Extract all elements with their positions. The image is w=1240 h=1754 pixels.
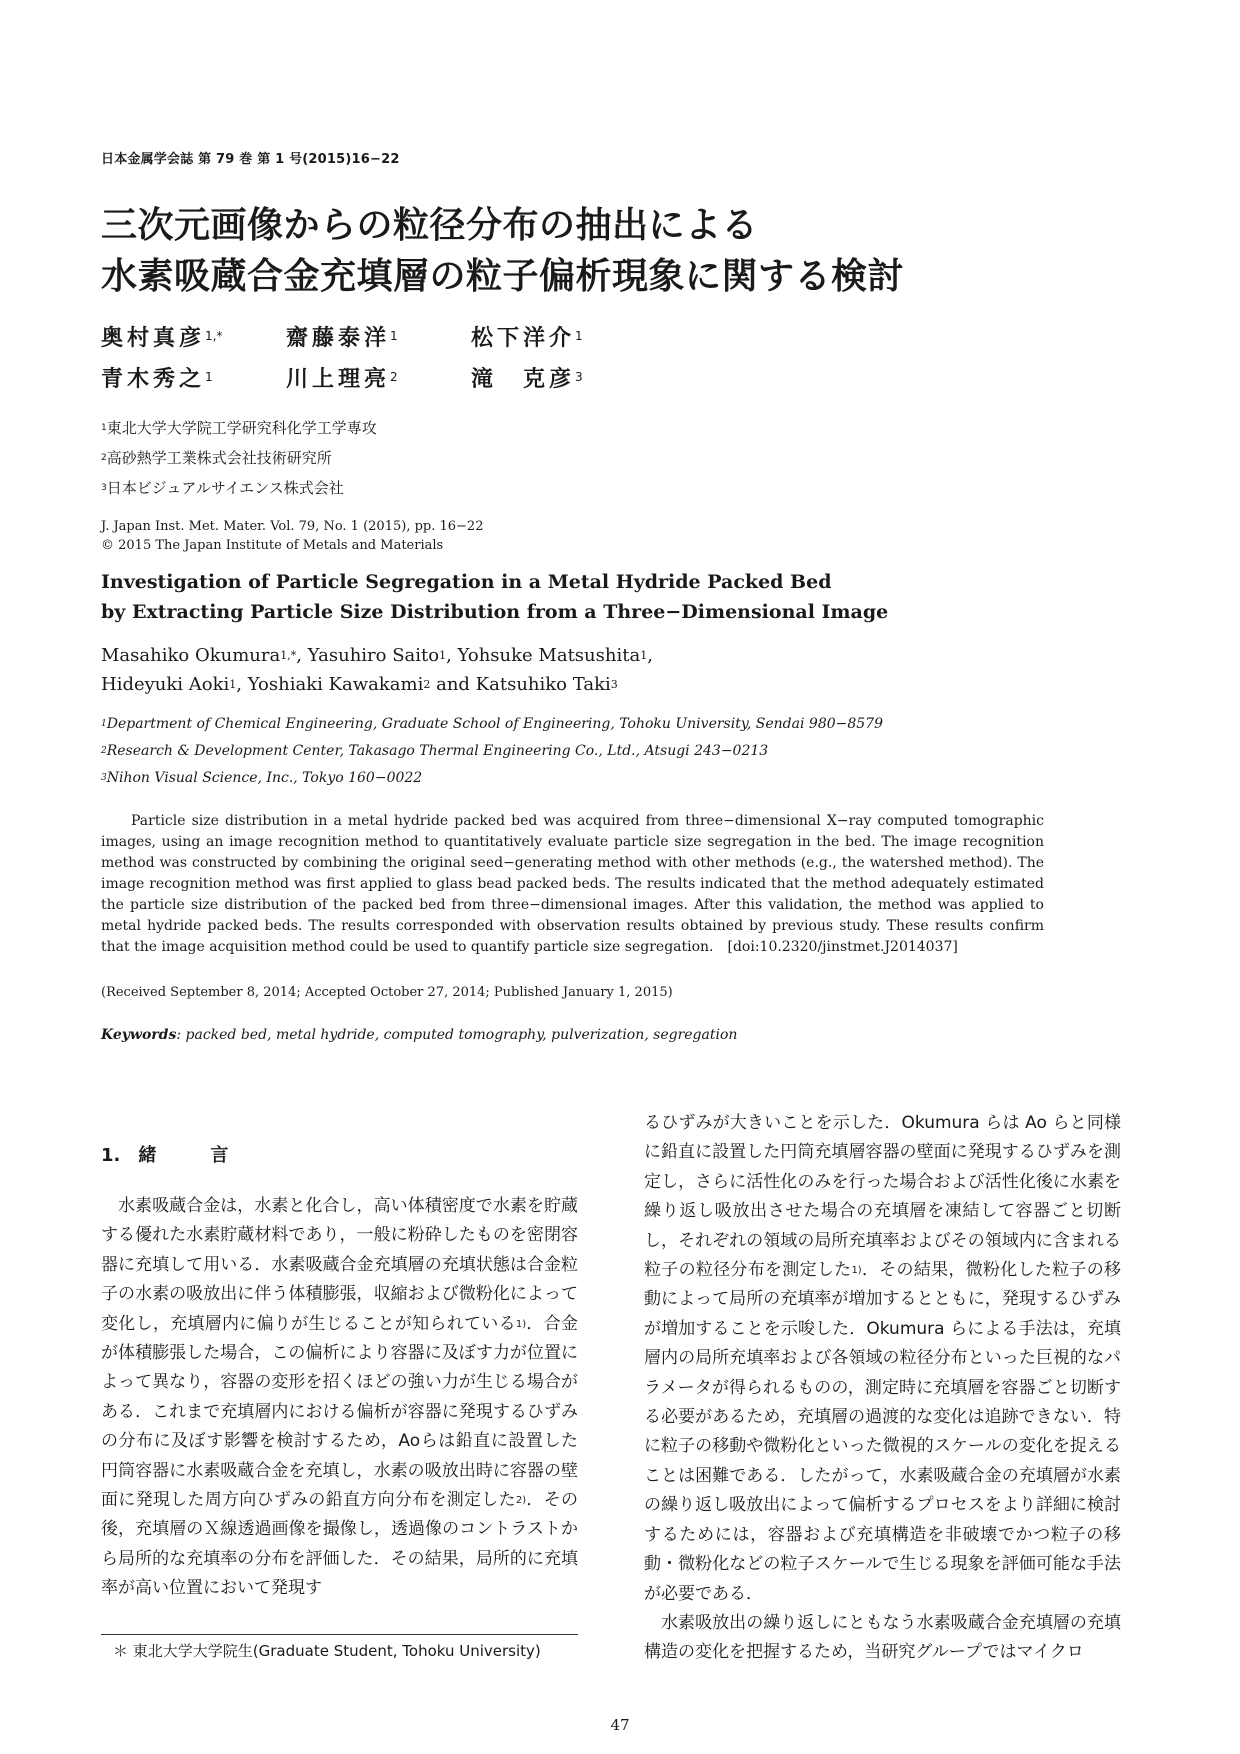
section-heading: 1. 緒 言 — [101, 1145, 229, 1166]
japanese-title-line-2: 水素吸蔵合金充填層の粒子偏析現象に関する検討 — [101, 256, 905, 297]
journal-reference: 日本金属学会誌 第 79 巻 第 1 号(2015)16−22 — [101, 152, 400, 167]
affiliation-item: $^3$Nihon Visual Science, Inc., Tokyo 160−0022 — [101, 770, 423, 786]
affiliation-item: $^2$Research & Development Center, Takasago Thermal Engineering Co., Ltd., Atsugi 243−0213 — [101, 743, 769, 759]
english-title-line-1: Investigation of Particle Segregation in a Metal Hydride Packed Bed — [101, 571, 832, 593]
keywords: Keywords: packed bed, metal hydride, computed tomography, pulverization, segregation — [101, 1027, 738, 1043]
body-paragraph: 水素吸放出の繰り返しにともなう水素吸蔵合金充填層の充填構造の変化を把握するため，当研究グループではマイクロ — [644, 1612, 1121, 1663]
affiliation-item: $^2$高砂熱学工業株式会社技術研究所 — [101, 449, 332, 467]
reference-mark: 2) — [515, 1495, 527, 1507]
reference-mark: 1) — [515, 1318, 527, 1330]
english-author-list: Masahiko Okumura$^{1,*}$, Yasuhiro Saito$^1$, Yohsuke Matsushita$^1$, Hideyuki Aoki$^1$, Yoshiaki Kawakami$^2$ and Katsuhiko Taki$^3$ — [101, 645, 653, 695]
japanese-author: 松下洋介$^1$ — [471, 326, 583, 351]
page-number: 47 — [610, 1716, 630, 1734]
body-paragraph: るひずみが大きいことを示した．Okumura らは Ao らと同様に鉛直に設置した円筒充填層容器の壁面に発現するひずみを測定し，さらに活性化のみを行った場合および活性化後に水素を繰り返し吸放出させた場合の充填層を凍結して容器ごと切断し，それぞれの領域の局所充填率およびその領域内に含まれる粒子の粒径分布を測定した$^{1)}$．その結果，微粉化した粒子の移動によって局所の充填率が増加するとともに，発現するひずみが増加することを示唆した．Okumura らによる手法は，充填層内の局所充填率および各領域の粒径分布といった巨視的なパラメータが得られるものの，測定時に充填層を容器ごと切断する必要があるため，充填層の過渡的な変化は追跡できない．特に粒子の移動や微粉化といった微視的スケールの変化を捉えることは困難である．したがって，水素吸蔵合金の充填層が水素の繰り返し吸放出によって偏析するプロセスをより詳細に検討するためには，容器および充填構造を非破壊でかつ粒子の移動・微粉化などの粒子スケールで生じる現象を評価可能な手法が必要である． — [644, 1113, 1121, 1604]
body-column-right — [644, 1109, 1121, 1668]
footnote-divider — [101, 1634, 578, 1635]
japanese-author: 奥村真彦$^{1,*}$ — [101, 326, 223, 351]
japanese-author: 滝 克彦$^3$ — [471, 367, 583, 392]
affiliation-item: $^1$東北大学大学院工学研究科化学工学専攻 — [101, 419, 377, 437]
reference-mark: 1) — [851, 1265, 862, 1277]
affiliation-item: $^1$Department of Chemical Engineering, Graduate School of Engineering, Tohoku University, Sendai 980−8579 — [101, 716, 883, 732]
keywords-label: Keywords — [101, 1027, 177, 1043]
english-title — [101, 567, 888, 627]
body-paragraph: 水素吸蔵合金は，水素と化合し，高い体積密度で水素を貯蔵する優れた水素貯蔵材料であり，一般に粉砕したものを密閉容器に充填して用いる．水素吸蔵合金充填層の充填状態は合金粒子の水素の吸放出に伴う体積膨張，収縮および微粉化によって変化し，充填層内に偏りが生じることが知られている$^{1)}$．合金が体積膨張した場合，この偏析により容器に及ぼす力が位置によって異なり，容器の変形を招くほどの強い力が生じる場合がある．これまで充填層内における偏析が容器に発現するひずみの分布に及ぼす影響を検討するため，Aoらは鉛直に設置した円筒容器に水素吸蔵合金を充填し，水素の吸放出時に容器の壁面に発現した周方向ひずみの鉛直方向分布を測定した$^{2)}$．その後，充填層のＸ線透過画像を撮像し，透過像のコントラストから局所的な充填率の分布を評価した．その結果，局所的に充填率が高い位置において発現す — [101, 1196, 578, 1599]
english-title-line-2: by Extracting Particle Size Distribution from a Three−Dimensional Image — [101, 601, 889, 623]
japanese-author: 齋藤泰洋$^1$ — [286, 326, 398, 351]
citation-line: J. Japan Inst. Met. Mater. Vol. 79, No. 1 (2015), pp. 16−22 — [101, 519, 484, 534]
affiliation-item: $^3$日本ビジュアルサイエンス株式会社 — [101, 479, 344, 497]
japanese-affiliations — [101, 413, 377, 503]
body-column-left — [101, 1192, 578, 1604]
abstract: Particle size distribution in a metal hydride packed bed was acquired from three−dimensional X−ray computed tomographic images, using an image recognition method to quantitatively evaluate particle size segregation in the bed. The image recognition method was constructed by combining the original seed−generating method with other methods (e.g., the watershed method). The image recognition method was first applied to glass bead packed beds. The results indicated that the method adequately estimated the particle size distribution of the packed bed from three−dimensional images. After this validation, the method was applied to metal hydride packed beds. The results corresponded with observation results obtained by previous study. These results confirm that the image acquisition method could be used to quantify particle size segregation. [doi:10.2320/jinstmet.J2014037] — [101, 813, 1044, 955]
english-affiliations — [101, 711, 883, 792]
japanese-author-list — [101, 318, 656, 400]
received-dates: (Received September 8, 2014; Accepted October 27, 2014; Published January 1, 2015) — [101, 985, 673, 1000]
japanese-author: 川上理亮$^2$ — [286, 367, 398, 392]
japanese-author: 青木秀之$^1$ — [101, 367, 213, 392]
japanese-title-line-1: 三次元画像からの粒径分布の抽出による — [101, 205, 759, 246]
japanese-title — [101, 200, 904, 302]
footnote: ＊ 東北大学大学院生(Graduate Student, Tohoku University) — [113, 1642, 541, 1660]
citation-block — [101, 517, 483, 555]
copyright-line: © 2015 The Japan Institute of Metals and Materials — [101, 538, 444, 553]
